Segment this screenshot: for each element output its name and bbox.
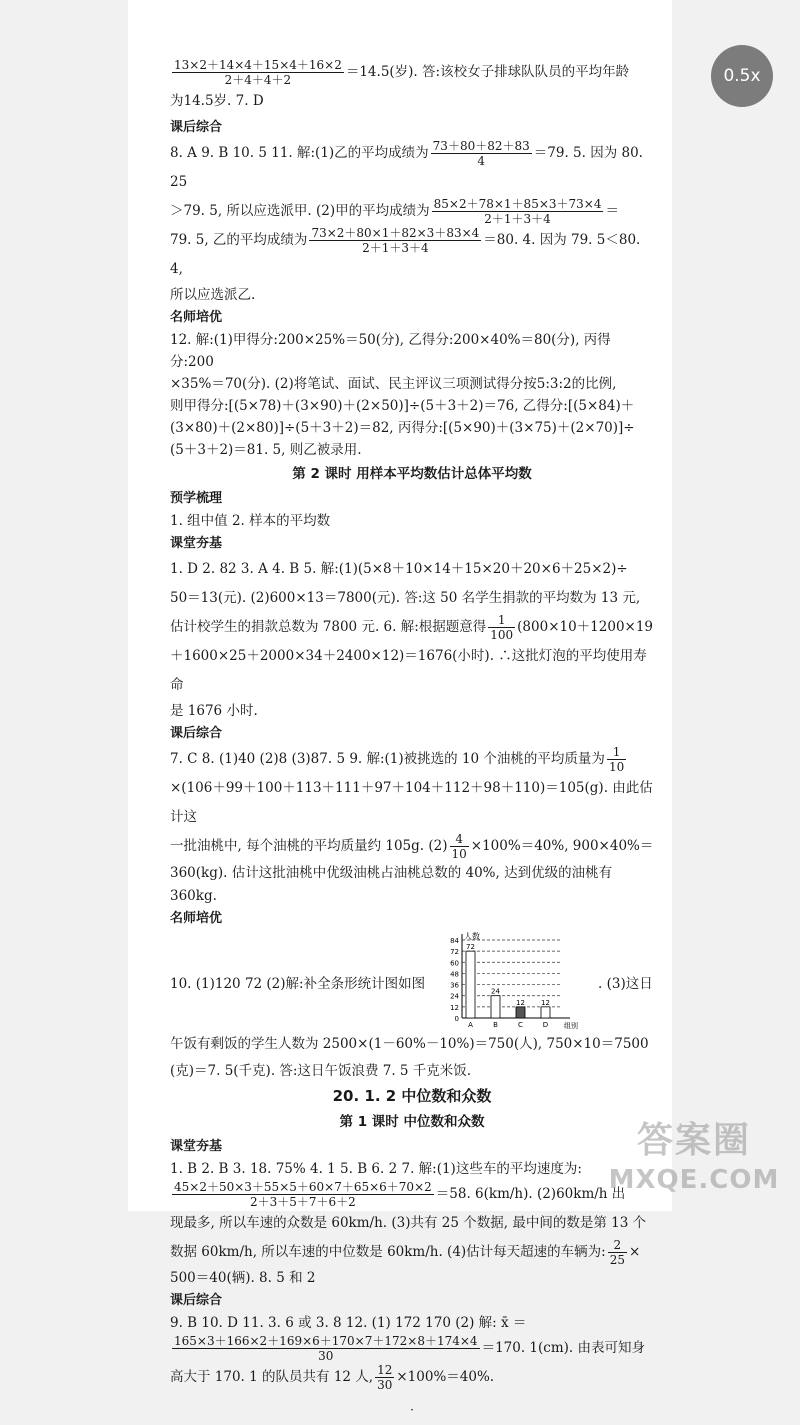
y-tick-label: 24 [450,992,459,1001]
text-line: (5＋3＋2)＝81. 5, 则乙被录用. [170,442,362,458]
y-tick-label: 12 [450,1003,459,1012]
x-tick-label: D [542,1021,549,1029]
x-tick-label: A [468,1021,473,1029]
text-line: 则甲得分:[(5×78)＋(3×90)＋(2×50)]÷(5＋3＋2)＝76, 乙得分:[(5×84)＋ [170,398,635,414]
text-line: 1. B 2. B 3. 18. 75% 4. 1 5. B 6. 2 7. 解:(1)这些车的平均速度为: [170,1161,582,1177]
section-heading: 名师培优 [170,310,223,325]
text-line: $\frac{165\times 3+166\times 2+169\times 6+170\times 7+172\times 8+174\times 4}{30}$ ＝170. 1(cm). 由表可知身 [174,1334,645,1363]
text-line: 10. (1)120 72 (2)解:补全条形统计图如图 [170,976,426,992]
chart-row [170,932,654,1030]
text-line: 360kg. [170,888,217,904]
site-watermark [596,1118,792,1202]
watermark-url: MXQE.COM [608,1165,780,1195]
text-line: (克)＝7. 5(千克). 答:这日午饭浪费 7. 5 千克米饭. [170,1063,472,1079]
section-heading: 名师培优 [170,911,223,926]
section-heading: 课堂夯基 [170,1139,223,1154]
text-line: $\frac{45\times 2+50\times 3+55\times 5+60\times 7+65\times 6+70\times 2}{2+3+5+7+6+2}$ ＝58. 6(km/h). (2)60km/h 出 [174,1180,626,1209]
text-line: 午饭有剩饭的学生人数为 2500×(1－60%－10%)＝750(人), 750×10＝7500 [170,1036,649,1052]
data-label: 24 [491,987,500,996]
bar [491,996,500,1018]
text-line: ＋1600×25＋2000×34＋2400×12)＝1676(小时). ∴这批灯泡的平均使用寿命 [170,648,647,693]
text-line: 高大于 170. 1 的队员共有 12 人, $\frac{12}{30}$ ×100%＝40%. [170,1363,495,1392]
text-line: 所以应选派乙. [170,287,256,303]
text-line: 7. C 8. (1)40 (2)8 (3)87. 5 9. 解:(1)被挑选的 10 个油桃的平均质量为 $\frac{1}{10}$ [170,745,625,774]
section-heading: 预学梳理 [170,491,223,506]
section-heading: 课堂夯基 [170,536,223,551]
text-line: (3×80)＋(2×80)]÷(5＋3＋2)＝82, 丙得分:[(5×90)＋(3×75)＋(2×70)]÷ [170,420,635,436]
y-axis-label: 人数 [464,932,480,941]
fraction: $\frac{12}{30}$ [377,1363,393,1392]
text-line: 500＝40(辆). 8. 5 和 2 [170,1270,316,1286]
text-line: 1. D 2. 82 3. A 4. B 5. 解:(1)(5×8＋10×14＋15×20＋20×6＋25×2)÷ [170,561,628,577]
x-axis-label: 组别 [564,1022,578,1030]
fraction: $\frac{73+80+82+83}{4}$ [432,139,530,168]
y-tick-label: 72 [450,948,459,957]
text-line: 1. 组中值 2. 样本的平均数 [170,513,331,529]
fraction: $\frac{2}{25}$ [609,1238,626,1267]
text-line: 估计校学生的捐款总数为 7800 元. 6. 解:根据题意得 $\frac{1}{100}$ (800×10＋1200×19 [170,613,654,642]
text-line: 数据 60km/h, 所以车速的中位数是 60km/h. (4)估计每天超速的车辆为: $\frac{2}{25}$ × [170,1238,641,1267]
text-line: ×35%＝70(分). (2)将笔试、面试、民主评议三项测试得分按5:3:2的比例, [170,376,617,392]
text-line: . (3)这日 [598,976,653,992]
section-heading: 课后综合 [170,726,223,741]
fraction: $\frac{45\times 2+50\times 3+55\times 5+60\times 7+65\times 6+70\times 2}{2+3+5+7+6+2}$ [174,1180,432,1209]
fraction: $\frac{73\times 2+80\times 1+82\times 3+83\times 4}{2+1+3+4}$ [311,226,480,255]
text-line: 8. A 9. B 10. 5 11. 解:(1)乙的平均成绩为 $\frac{73+80+82+83}{4}$ ＝79. 5. 因为 80. 25 [170,139,643,190]
text-line: 9. B 10. D 11. 3. 6 或 3. 8 12. (1) 172 170 (2) 解: x̄ ＝ [170,1315,527,1331]
lesson-title: 第 1 课时 中位数和众数 [339,1114,485,1130]
text-line: 12. 解:(1)甲得分:200×25%＝50(分), 乙得分:200×40%＝80(分), 丙得分:200 [170,332,611,370]
text-line: 是 1676 小时. [170,703,258,719]
text-line: 为14.5岁. 7. D [170,93,264,109]
fraction: $\frac{165\times 3+166\times 2+169\times 6+170\times 7+172\times 8+174\times 4}{30}$ [174,1334,478,1363]
y-tick-label: 48 [450,970,459,979]
watermark-logo-text: 答案圈 [636,1120,751,1161]
lesson-title: 第 2 课时 用样本平均数估计总体平均数 [292,466,532,482]
fraction: $\frac{13\times 2+14\times 4+15\times 4+16\times 2}{2+4+4+2}$ [174,58,342,87]
text-line: ＞79. 5, 所以应选派甲. (2)甲的平均成绩为 $\frac{85\times 2+78\times 1+85\times 3+73\times 4}{2+1+3+4}$ ＝ [170,197,619,226]
text-line: 现最多, 所以车速的众数是 60km/h. (3)共有 25 个数据, 最中间的数是第 13 个 [170,1215,647,1231]
bar-chart [440,932,590,1030]
y-tick-label: 60 [450,959,459,968]
section-heading: 课后综合 [170,120,223,135]
fraction: $\frac{85\times 2+78\times 1+85\times 3+73\times 4}{2+1+3+4}$ [433,197,602,226]
x-tick-label: B [493,1021,498,1029]
y-tick-label: 0 [454,1015,459,1023]
text-line: ×(106＋99＋100＋113＋111＋97＋104＋112＋98＋110)＝105(g). 由此估计这 [170,780,653,825]
fraction: $\frac{1}{100}$ [490,613,514,642]
text-line: 50＝13(元). (2)600×13＝7800(元). 答:这 50 名学生捐款的平均数为 13 元, [170,590,641,606]
y-tick-label: 84 [450,937,459,945]
zoom-level-button[interactable]: 0.5x [711,45,773,107]
section-heading: 课后综合 [170,1293,223,1308]
data-label: 12 [541,998,550,1007]
data-label: 72 [466,943,475,952]
bar [541,1007,550,1018]
fraction: $\frac{1}{10}$ [608,745,625,774]
section-title: 20. 1. 2 中位数和众数 [332,1087,492,1105]
data-label: 12 [516,998,525,1007]
bar [466,951,475,1018]
fraction: $\frac{4}{10}$ [451,832,467,861]
x-tick-label: C [518,1021,523,1029]
bar [516,1007,525,1018]
text-line: $\frac{13\times 2+14\times 4+15\times 4+16\times 2}{2+4+4+2}$ ＝14.5(岁). 答:该校女子排球队队员的平均年龄 [174,58,630,87]
y-tick-label: 36 [450,981,459,990]
answer-page [128,0,672,1417]
text-line: 一批油桃中, 每个油桃的平均质量约 105g. (2) $\frac{4}{10}$ ×100%＝40%, 900×40%＝ [170,832,654,861]
text-line: 79. 5, 乙的平均成绩为 $\frac{73\times 2+80\times 1+82\times 3+83\times 4}{2+1+3+4}$ ＝80. 4. 因为 79. 5＜80. 4, [170,226,641,277]
text-line: 360(kg). 估计这批油桃中优级油桃占油桃总数的 40%, 达到优级的油桃有 [170,865,613,881]
page-dot: · [410,1403,414,1417]
